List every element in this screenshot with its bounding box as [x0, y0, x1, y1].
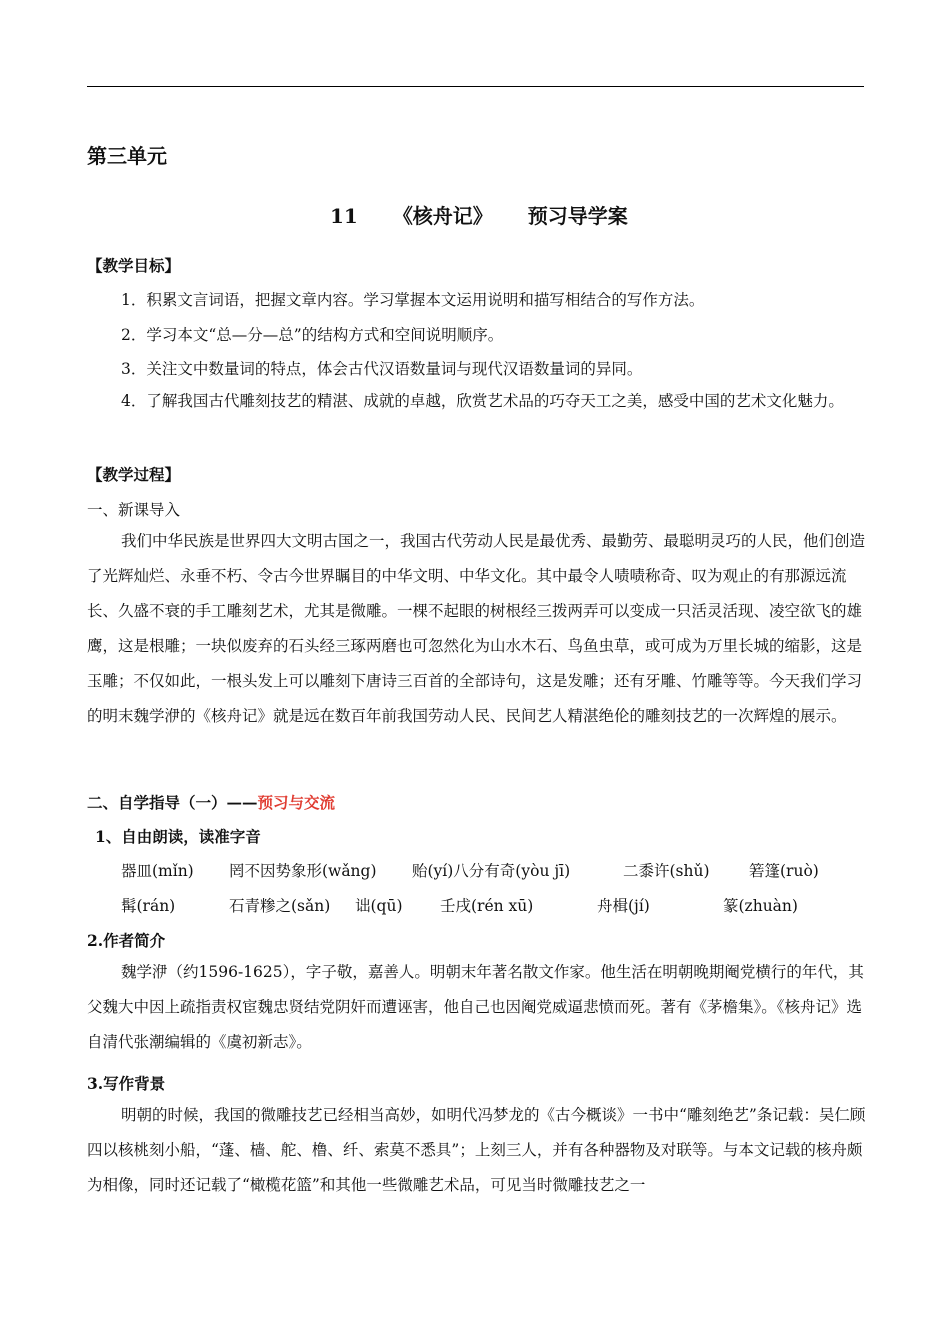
- guide-heading-highlight: 预习与交流: [257, 793, 336, 812]
- guide-heading: [87, 791, 867, 813]
- pinyin-item: 诎(qū): [355, 897, 403, 915]
- author-paragraph: 魏学洢（约1596-1625），字子敬，嘉善人。明朝末年著名散文作家。他生活在明朝晚期阉党横行的年代，其父魏大中因上疏指责权宦魏忠贤结党阴奸而遭诬害，他自己也因阉党威逼悲愤而死。著有《茅檐集》。《核舟记》选自清代张潮编辑的《虞初新志》。: [87, 963, 864, 1051]
- lesson-book-title: 《核舟记》: [392, 204, 493, 228]
- lesson-subtitle: 预习导学案: [527, 204, 628, 228]
- pinyin-item: 篆(zhuàn): [723, 897, 798, 915]
- goal-item: 4．了解我国古代雕刻技艺的精湛、成就的卓越，欣赏艺术品的巧夺天工之美，感受中国的艺术文化魅力。: [121, 392, 844, 410]
- pinyin-item: 箬篷(ruò): [749, 862, 819, 880]
- author-heading: 2.作者简介: [87, 931, 166, 950]
- unit-heading: 第三单元: [87, 144, 167, 168]
- goal-item: 1．积累文言词语，把握文章内容。学习掌握本文运用说明和描写相结合的写作方法。: [121, 291, 705, 309]
- pinyin-item: 髯(rán): [121, 897, 176, 915]
- goal-item: 2．学习本文“总—分—总”的结构方式和空间说明顺序。: [121, 326, 504, 344]
- pinyin-row-1: [87, 859, 867, 883]
- background-paragraph: 明朝的时候，我国的微雕技艺已经相当高妙，如明代冯梦龙的《古今概谈》一书中“雕刻绝艺”条记载：吴仁顾四以核桃刻小船，“蓬、樯、舵、橹、纤、索莫不悉具”；上刻三人，并有各种器物及对联等。与本文记载的核舟颇为相像，同时还记载了“橄榄花篮”和其他一些微雕艺术品，可见当时微雕技艺之一: [87, 1106, 866, 1194]
- pinyin-row-2: [87, 894, 867, 918]
- pinyin-item: 二黍许(shǔ): [623, 862, 710, 880]
- header-rule: [87, 86, 864, 87]
- pinyin-item: 器皿(mǐn): [121, 862, 194, 880]
- guide-heading-prefix: 二、自学指导（一）——: [87, 793, 258, 812]
- reading-heading: 1、自由朗读，读准字音: [95, 827, 261, 846]
- goals-heading: 【教学目标】: [87, 256, 181, 275]
- pinyin-item: 壬戌(rén xū): [440, 897, 534, 915]
- pinyin-item: 舟楫(jí): [597, 897, 650, 915]
- intro-paragraph: 我们中华民族是世界四大文明古国之一，我国古代劳动人民是最优秀、最勤劳、最聪明灵巧的人民，他们创造了光辉灿烂、永垂不朽、令古今世界瞩目的中华文明、中华文化。其中最令人啧啧称奇、叹为观止的有那源远流长、久盛不衰的手工雕刻艺术，尤其是微雕。一棵不起眼的树根经三拨两弄可以变成一只活灵活现、凌空欲飞的雄鹰，这是根雕；一块似废弃的石头经三琢两磨也可忽然化为山水木石、鸟鱼虫草，或可成为万里长城的缩影，这是玉雕；不仅如此，一根头发上可以雕刻下唐诗三百首的全部诗句，这是发雕；还有牙雕、竹雕等等。今天我们学习的明末魏学洢的《核舟记》就是远在数百年前我国劳动人民、民间艺人精湛绝伦的雕刻技艺的一次辉煌的展示。: [87, 532, 866, 725]
- pinyin-item: 罔不因势象形(wǎng): [229, 862, 377, 880]
- pinyin-item: 石青糁之(sǎn): [229, 897, 331, 915]
- goal-item: 3．关注文中数量词的特点，体会古代汉语数量词与现代汉语数量词的异同。: [121, 360, 643, 378]
- lesson-title: [330, 200, 628, 229]
- lesson-number: 11: [330, 204, 358, 228]
- pinyin-item: 贻(yí)八分有奇(yòu jī): [412, 862, 571, 880]
- process-heading: 【教学过程】: [87, 465, 181, 484]
- intro-heading: 一、新课导入: [87, 501, 181, 519]
- background-heading: 3.写作背景: [87, 1074, 166, 1093]
